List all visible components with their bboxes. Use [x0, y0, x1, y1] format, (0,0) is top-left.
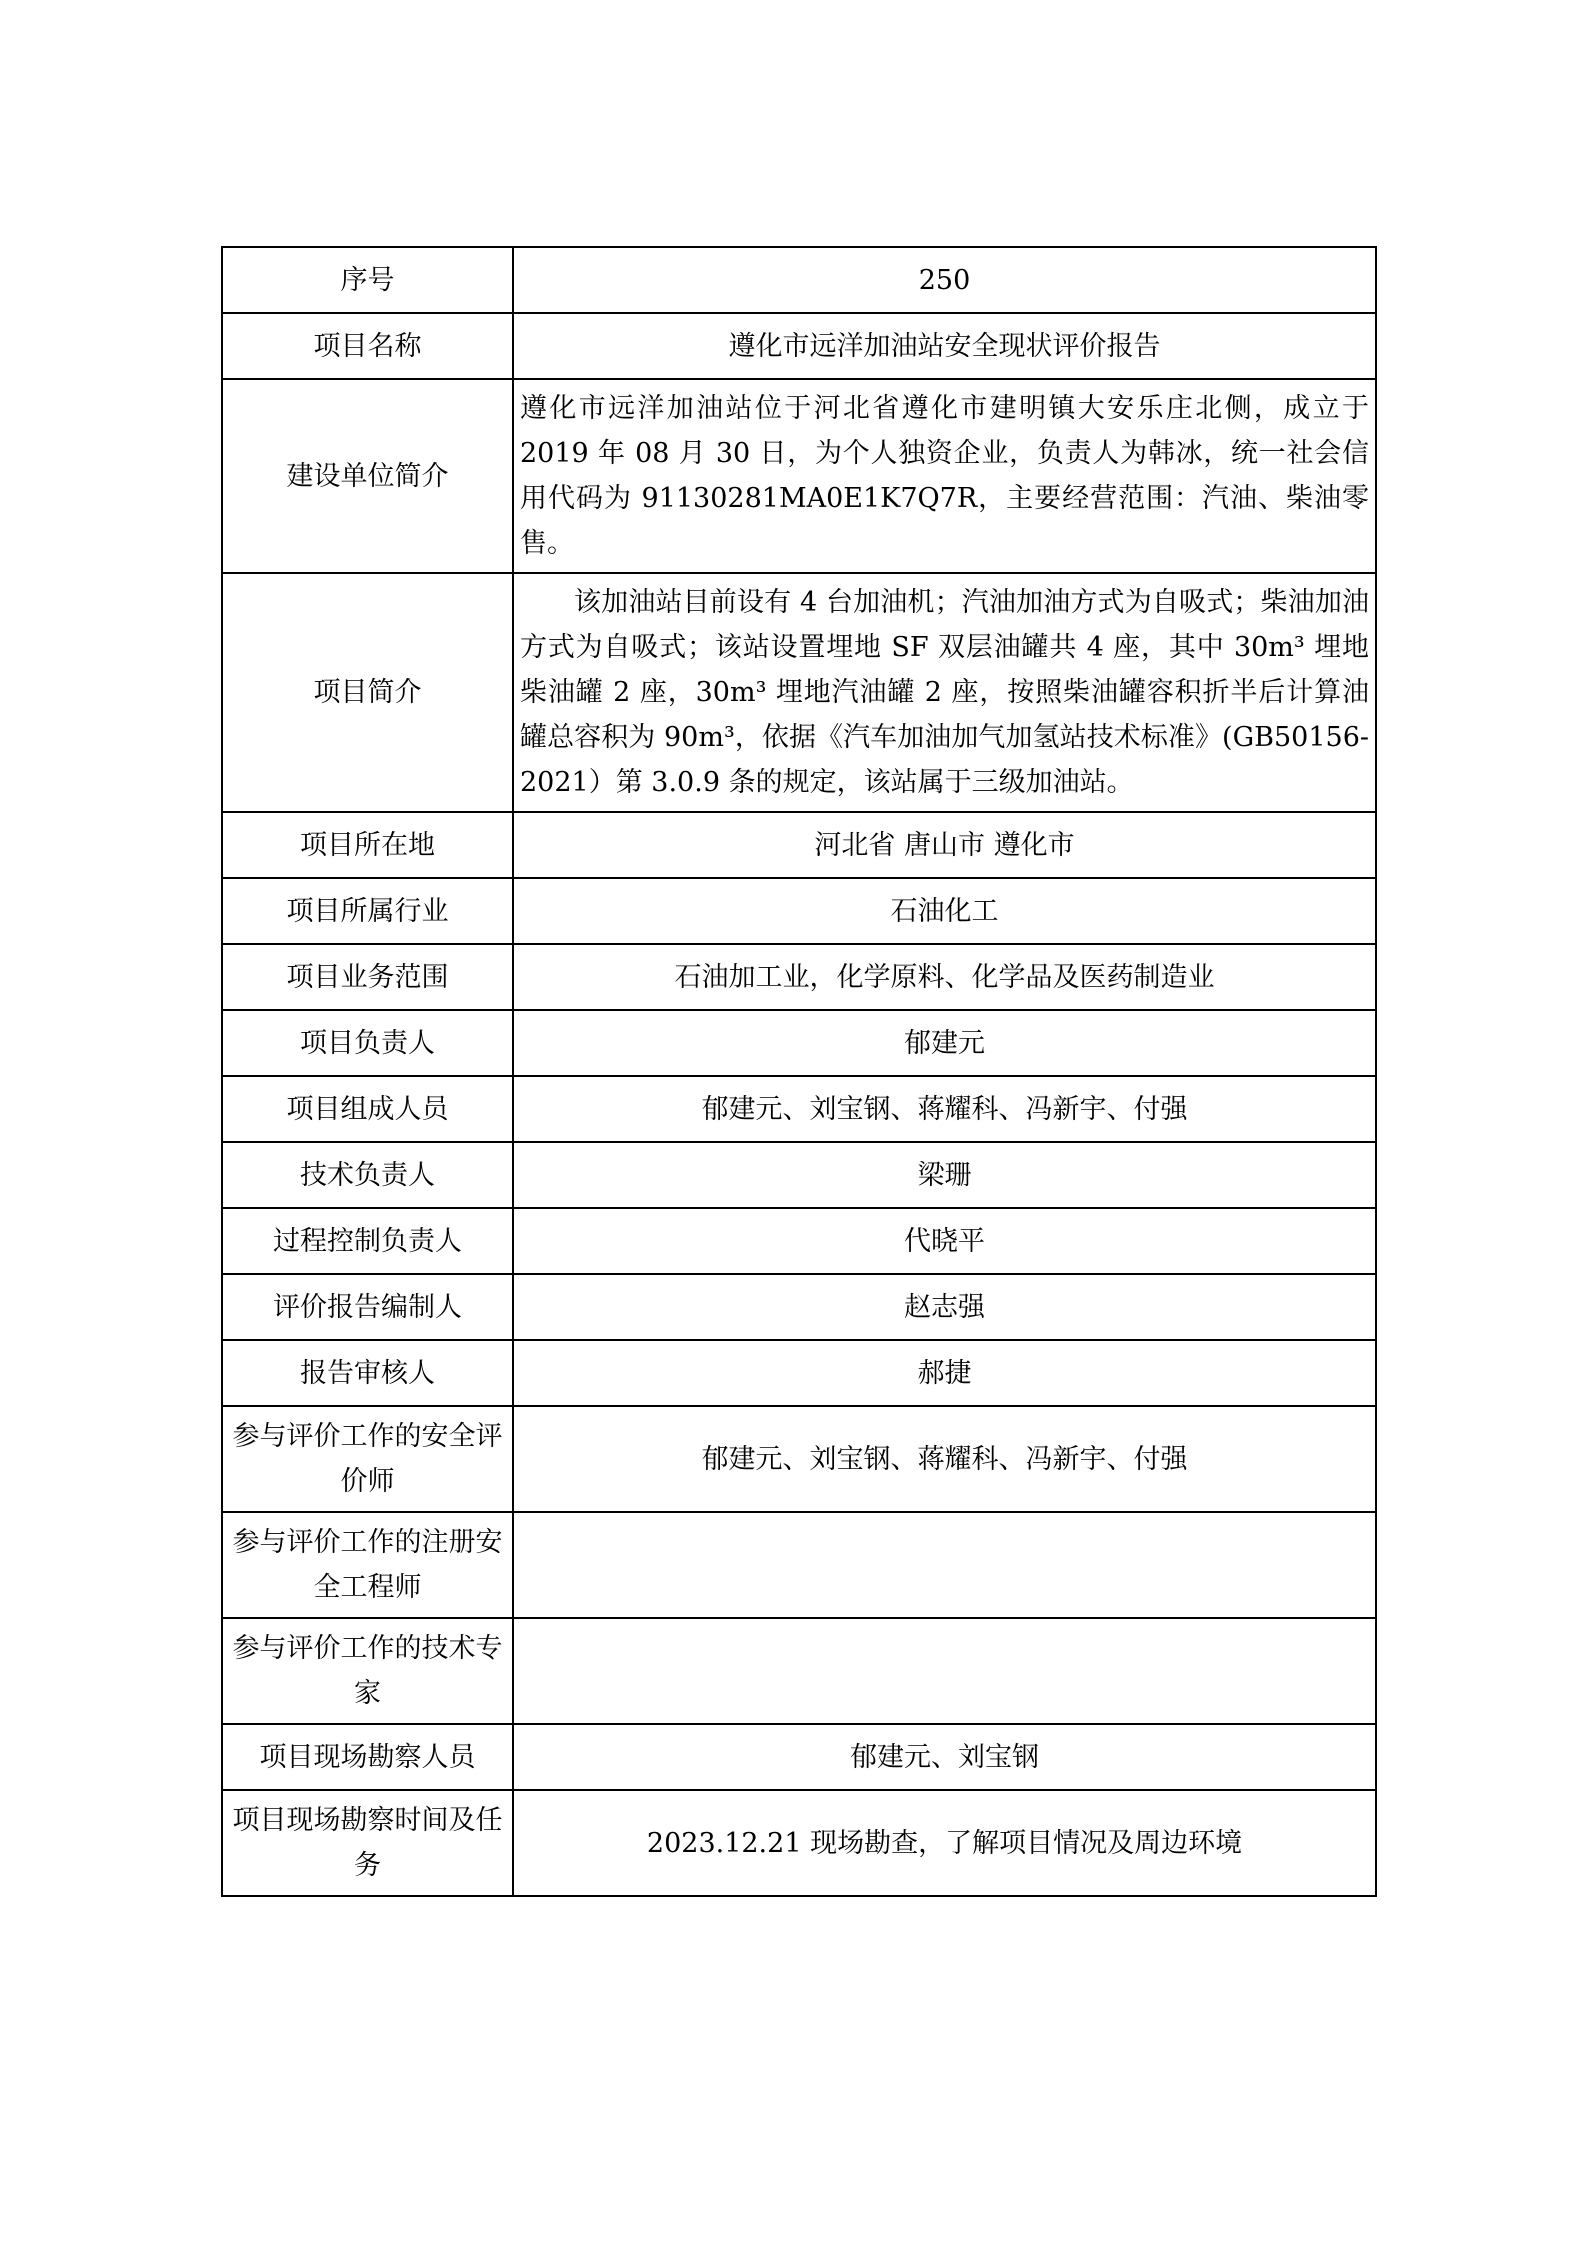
table-row: [222, 1724, 1376, 1790]
row-label: 报告审核人: [222, 1340, 513, 1406]
table-row: [222, 812, 1376, 878]
row-label: 序号: [222, 247, 513, 313]
table-row: [222, 1274, 1376, 1340]
row-label: 项目名称: [222, 313, 513, 379]
table-row: [222, 1010, 1376, 1076]
table-row: [222, 247, 1376, 313]
project-info-table: [221, 246, 1377, 1897]
row-value: 250: [513, 247, 1376, 313]
row-label: 项目负责人: [222, 1010, 513, 1076]
row-label: 项目简介: [222, 573, 513, 812]
table-row: [222, 1076, 1376, 1142]
row-value: 郝捷: [513, 1340, 1376, 1406]
table-row: [222, 1512, 1376, 1618]
row-label: 技术负责人: [222, 1142, 513, 1208]
row-label: 项目所在地: [222, 812, 513, 878]
row-label: 评价报告编制人: [222, 1274, 513, 1340]
row-label: 建设单位简介: [222, 379, 513, 573]
table-row: [222, 1406, 1376, 1512]
row-label: 项目业务范围: [222, 944, 513, 1010]
row-value: 该加油站目前设有 4 台加油机；汽油加油方式为自吸式；柴油加油方式为自吸式；该站设置埋地 SF 双层油罐共 4 座，其中 30m³ 埋地柴油罐 2 座，30m³ 埋地汽油罐 2 座，按照柴油罐容积折半后计算油罐总容积为 90m³，依据《汽车加油加气加氢站技术标准》(GB50156-2021）第 3.0.9 条的规定，该站属于三级加油站。: [513, 573, 1376, 812]
row-value: 郁建元、刘宝钢、蒋耀科、冯新宇、付强: [513, 1406, 1376, 1512]
table-row: [222, 313, 1376, 379]
row-label: 项目所属行业: [222, 878, 513, 944]
table-row: [222, 944, 1376, 1010]
row-value: 石油加工业，化学原料、化学品及医药制造业: [513, 944, 1376, 1010]
table-row: [222, 1142, 1376, 1208]
table-row: [222, 1790, 1376, 1896]
table-row: [222, 1618, 1376, 1724]
table-row: [222, 379, 1376, 573]
row-label: 项目现场勘察时间及任务: [222, 1790, 513, 1896]
row-label: 过程控制负责人: [222, 1208, 513, 1274]
row-label: 项目组成人员: [222, 1076, 513, 1142]
row-value: 郁建元、刘宝钢: [513, 1724, 1376, 1790]
row-value: [513, 1618, 1376, 1724]
row-value: 赵志强: [513, 1274, 1376, 1340]
row-value: 石油化工: [513, 878, 1376, 944]
row-label: 项目现场勘察人员: [222, 1724, 513, 1790]
table-row: [222, 573, 1376, 812]
row-value: 郁建元、刘宝钢、蒋耀科、冯新宇、付强: [513, 1076, 1376, 1142]
row-value: 郁建元: [513, 1010, 1376, 1076]
row-value: 遵化市远洋加油站安全现状评价报告: [513, 313, 1376, 379]
row-label: 参与评价工作的注册安全工程师: [222, 1512, 513, 1618]
row-value: 河北省 唐山市 遵化市: [513, 812, 1376, 878]
table-row: [222, 1208, 1376, 1274]
row-label: 参与评价工作的安全评价师: [222, 1406, 513, 1512]
row-value: 2023.12.21 现场勘查，了解项目情况及周边环境: [513, 1790, 1376, 1896]
row-value: 遵化市远洋加油站位于河北省遵化市建明镇大安乐庄北侧，成立于 2019 年 08 月 30 日，为个人独资企业，负责人为韩冰，统一社会信用代码为 91130281MA0E1K7Q7R，主要经营范围：汽油、柴油零售。: [513, 379, 1376, 573]
row-value: 梁珊: [513, 1142, 1376, 1208]
table-row: [222, 878, 1376, 944]
row-value: [513, 1512, 1376, 1618]
table-row: [222, 1340, 1376, 1406]
row-value: 代晓平: [513, 1208, 1376, 1274]
row-label: 参与评价工作的技术专家: [222, 1618, 513, 1724]
